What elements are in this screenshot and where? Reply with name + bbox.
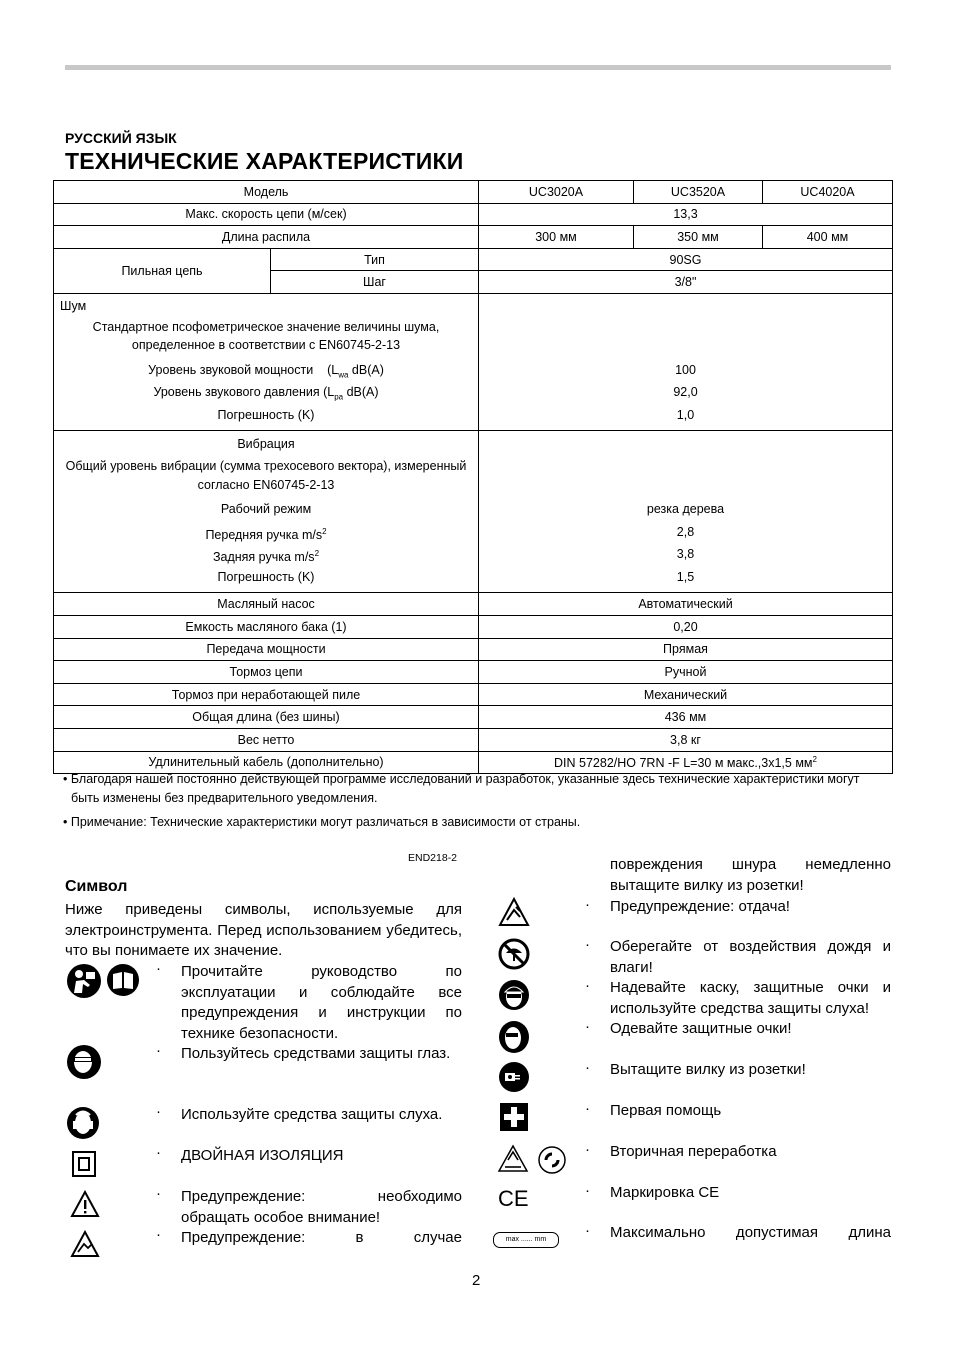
table-row: Шаг 3/8" xyxy=(54,271,893,294)
bar-length-icon: max ...... mm xyxy=(493,1232,559,1248)
bullet: · xyxy=(156,1103,161,1120)
warning-icon xyxy=(70,1190,100,1218)
bullet: · xyxy=(156,1042,161,1059)
safety-goggles-icon xyxy=(498,1020,530,1054)
symbol-recycling: Вторичная переработка xyxy=(610,1143,777,1160)
symbols-intro: Ниже приведены символы, используемые для электроинструмента. Перед использованием убедитесь, что вы понимаете их значение. xyxy=(65,901,462,959)
unplug-icon xyxy=(498,1061,530,1093)
svg-text:CE: CE xyxy=(498,1186,529,1211)
table-row: Длина распила 300 мм 350 мм 400 мм xyxy=(54,226,893,249)
bullet: · xyxy=(156,1144,161,1161)
bullet: · xyxy=(585,896,590,913)
bullet: · xyxy=(585,1059,590,1076)
bullet: · xyxy=(585,1222,590,1239)
table-row-vibration: Вибрация Общий уровень вибрации (сумма трехосевого вектора), измеренный согласно EN60745-2-13 Рабочий режим Передняя ручка $m/s^2$ Задняя ручка $m/s^2$ Погрешность (K) резка дерева 2,8 3,8 1,5 xyxy=(54,431,893,593)
table-row: Передача мощности Прямая xyxy=(54,638,893,661)
manual-book-icon xyxy=(106,963,140,997)
bullet: · xyxy=(585,1141,590,1158)
symbol-rain: Оберегайте от воздействия дождя и влаги! xyxy=(610,938,891,976)
bullet: · xyxy=(585,1182,590,1199)
symbol-warning: Предупреждение: необходимо обращать особое внимание! xyxy=(181,1188,462,1226)
double-insulation-icon xyxy=(72,1151,96,1177)
hearing-protection-icon xyxy=(66,1105,100,1141)
header-rule xyxy=(65,65,891,70)
table-row: Удлинительный кабель (дополнительно) DIN 57282/HO 7RN -F L=30 м макс.,3x1,5 $мм^2$ xyxy=(54,751,893,774)
table-row: Общая длина (без шины) 436 мм xyxy=(54,706,893,729)
symbol-first-aid: Первая помощь xyxy=(610,1102,722,1119)
page-title: ТЕХНИЧЕСКИЕ ХАРАКТЕРИСТИКИ xyxy=(65,148,464,174)
symbol-cord-warning-continued: повреждения шнура немедленно вытащите вилку из розетки! xyxy=(610,856,891,894)
table-row: Тормоз цепи Ручной xyxy=(54,661,893,684)
helmet-goggles-earmuffs-icon xyxy=(498,979,530,1011)
symbol-max-length: Максимально допустимая длина xyxy=(610,1224,891,1241)
note-1: • Благодаря нашей постоянно действующей программе исследований и разработок, указанные здесь технические характеристики могут быть изменены без предварительного уведомления. xyxy=(63,772,860,805)
symbol-double-insulation: ДВОЙНАЯ ИЗОЛЯЦИЯ xyxy=(181,1147,344,1164)
table-row: Модель UC3020A UC3520A UC4020A xyxy=(54,181,893,204)
kickback-warning-icon xyxy=(498,897,530,927)
table-row-noise: Шум Стандартное псофометрическое значение величины шума, определенное в соответствии с EN60745-2-13 Уровень звуковой мощности ($L_{wa}$ dB(A) Уровень звукового давления ($L_{pa}$ dB(A) Погрешность (K) 100 92,0 1,0 xyxy=(54,293,893,431)
read-manual-person-icon xyxy=(66,963,102,999)
bullet: · xyxy=(156,960,161,977)
first-aid-icon xyxy=(499,1102,529,1132)
ce-mark-icon xyxy=(497,1184,531,1212)
document-code: END218-2 xyxy=(408,852,458,864)
symbol-eye-protection: Пользуйтесь средствами защиты глаз. xyxy=(181,1045,451,1062)
bullet: · xyxy=(585,1018,590,1035)
bullet: · xyxy=(156,1185,161,1202)
cord-damage-warning-icon xyxy=(70,1230,100,1258)
language-heading: РУССКИЙ ЯЗЫК xyxy=(65,130,177,146)
page-number: 2 xyxy=(472,1272,481,1289)
symbol-kickback: Предупреждение: отдача! xyxy=(610,898,790,915)
notes xyxy=(63,770,863,832)
table-row: Пильная цепь Тип 90SG xyxy=(54,248,893,271)
table-row: Вес нетто 3,8 кг xyxy=(54,729,893,752)
symbol-read-manual: Прочитайте руководство по эксплуатации и соблюдайте все предупреждения и инструкции по технике безопасности. xyxy=(181,963,462,1042)
eye-protection-icon xyxy=(66,1044,102,1080)
table-row: Тормоз при неработающей пиле Механический xyxy=(54,683,893,706)
symbol-hearing-protection: Используйте средства защиты слуха. xyxy=(181,1106,443,1123)
note-2: • Примечание: Технические характеристики могут различаться в зависимости от страны. xyxy=(63,815,581,829)
bullet: · xyxy=(585,977,590,994)
bullet: · xyxy=(585,1100,590,1117)
symbol-goggles: Одевайте защитные очки! xyxy=(610,1020,792,1037)
recycling-icon xyxy=(496,1143,530,1175)
green-dot-icon xyxy=(535,1143,569,1175)
bullet: · xyxy=(156,1226,161,1243)
symbol-cord-warning: Предупреждение: в случае xyxy=(181,1229,462,1246)
specifications-table xyxy=(53,180,893,774)
symbol-unplug: Вытащите вилку из розетки! xyxy=(610,1061,806,1078)
bullet: · xyxy=(585,936,590,953)
symbol-helmet: Надевайте каску, защитные очки и используйте средства защиты слуха! xyxy=(610,979,891,1017)
table-row: Масляный насос Автоматический xyxy=(54,593,893,616)
table-row: Емкость масляного бака (1) 0,20 xyxy=(54,616,893,639)
section-heading: Символ xyxy=(65,878,128,895)
no-rain-icon xyxy=(498,938,530,970)
symbol-ce: Маркировка CE xyxy=(610,1184,720,1201)
table-row: Макс. скорость цепи (м/сек) 13,3 xyxy=(54,203,893,226)
